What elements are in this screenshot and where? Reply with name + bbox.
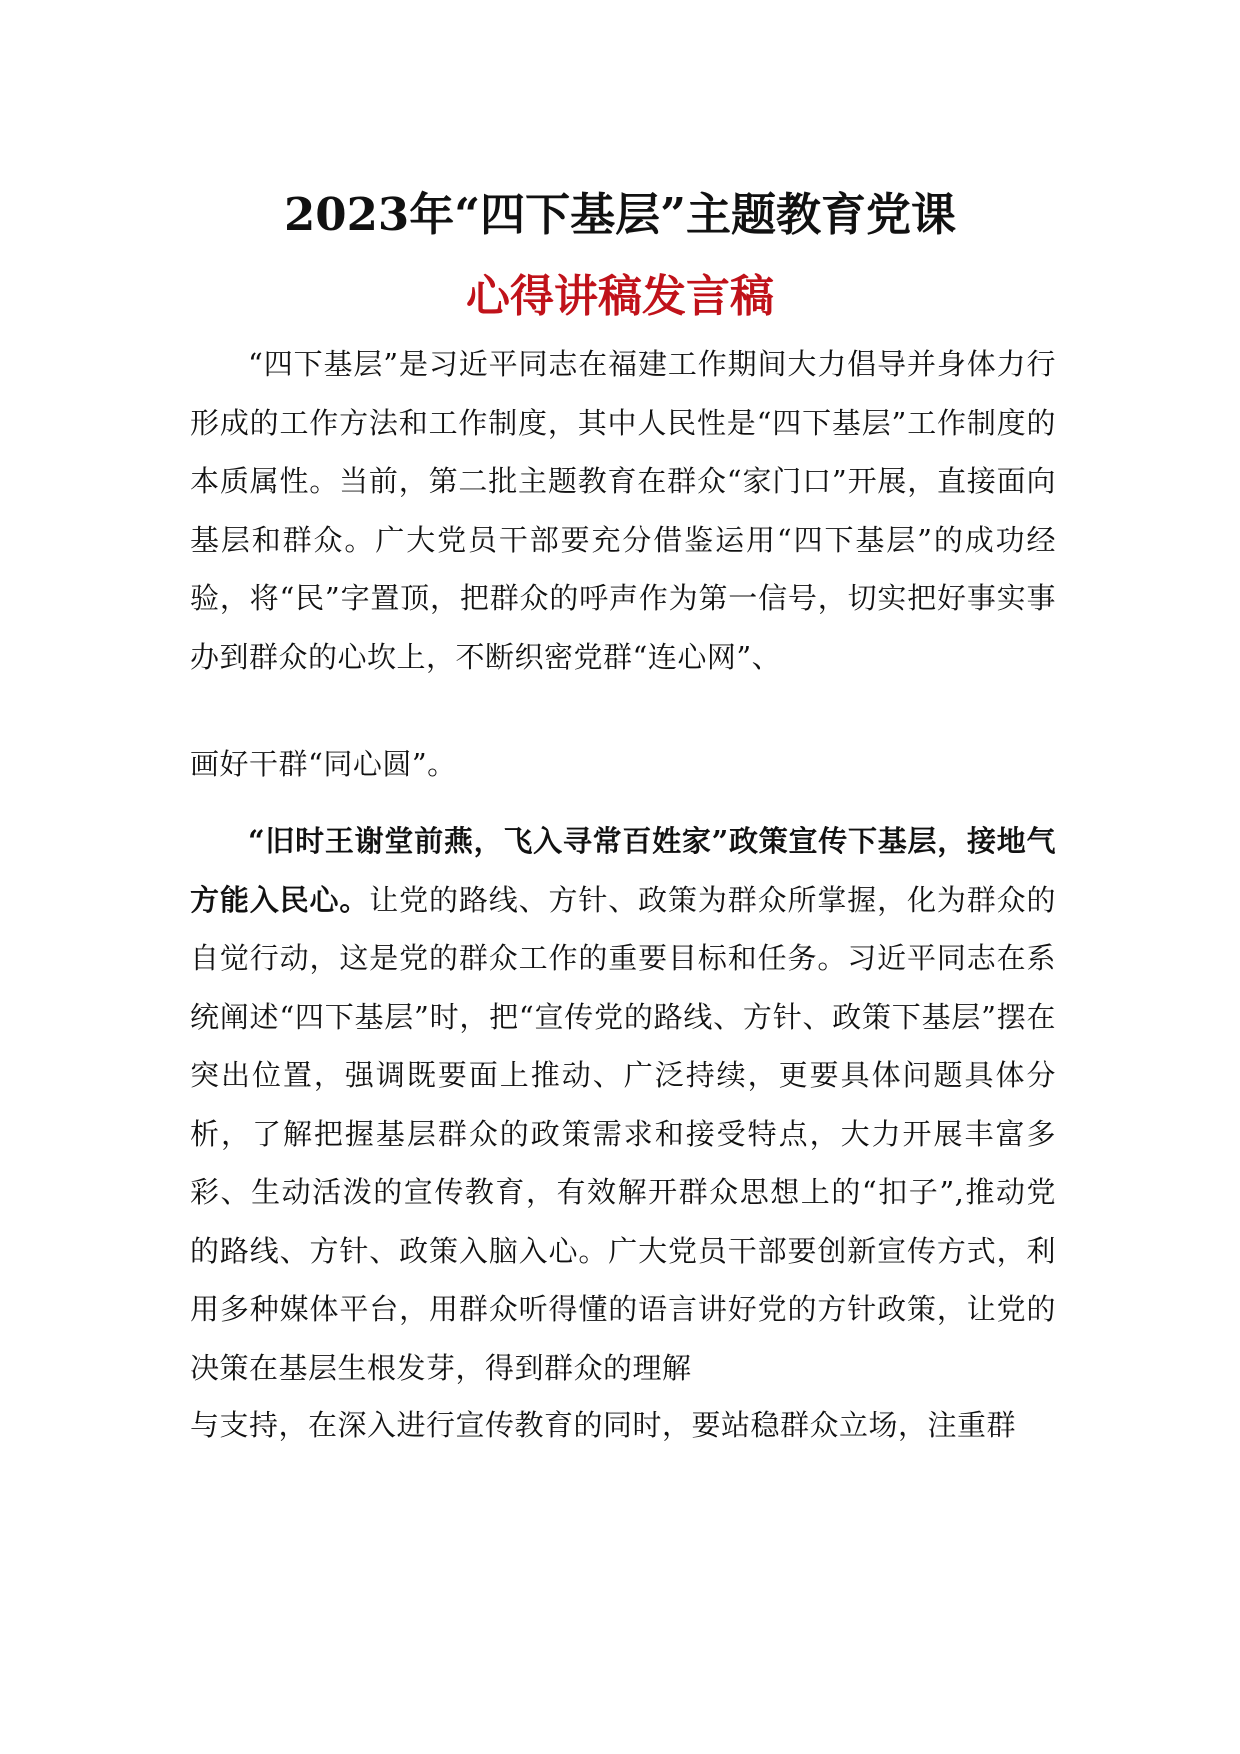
paragraph-intro: “四下基层”是习近平同志在福建工作期间大力倡导并身体力行形成的工作方法和工作制度，其中人民性是“四下基层”工作制度的本质属性。当前，第二批主题教育在群众“家门口”开展，直接面向基层和群众。广大党员干部要充分借鉴运用“四下基层”的成功经验，将“民”字置顶，把群众的呼声作为第一信号，切实把好事实事办到群众的心坎上，不断织密党群“连心网”、 [190, 347, 1056, 674]
document-title: 2023年“四下基层”主题教育党课 [283, 188, 956, 241]
paragraph-intro-continued: 画好干群“同心圆”。 [190, 747, 457, 781]
paragraph-policy-lead: “旧时王谢堂前燕，飞入寻常百姓家”政策宣传下基层，接地气方能入民心。 [190, 824, 1056, 917]
paragraph-policy-publicity [190, 812, 1056, 1397]
paragraph-policy-body: 让党的路线、方针、政策为群众所掌握，化为群众的自觉行动，这是党的群众工作的重要目标和任务。习近平同志在系统阐述“四下基层”时，把“宣传党的路线、方针、政策下基层”摆在突出位置，强调既要面上推动、广泛持续，更要具体问题具体分析，了解把握基层群众的政策需求和接受特点，大力开展丰富多彩、生动活泼的宣传教育，有效解开群众思想上的“扣子”,推动党的路线、方针、政策入脑入心。广大党员干部要创新宣传方式，利用多种媒体平台，用群众听得懂的语言讲好党的方针政策，让党的决策在基层生根发芽，得到群众的理解 [190, 882, 1056, 1385]
document-subtitle: 心得讲稿发言稿 [466, 271, 774, 322]
paragraph-policy-last-line: 与支持，在深入进行宣传教育的同时，要站稳群众立场，注重群 [190, 1408, 1017, 1442]
